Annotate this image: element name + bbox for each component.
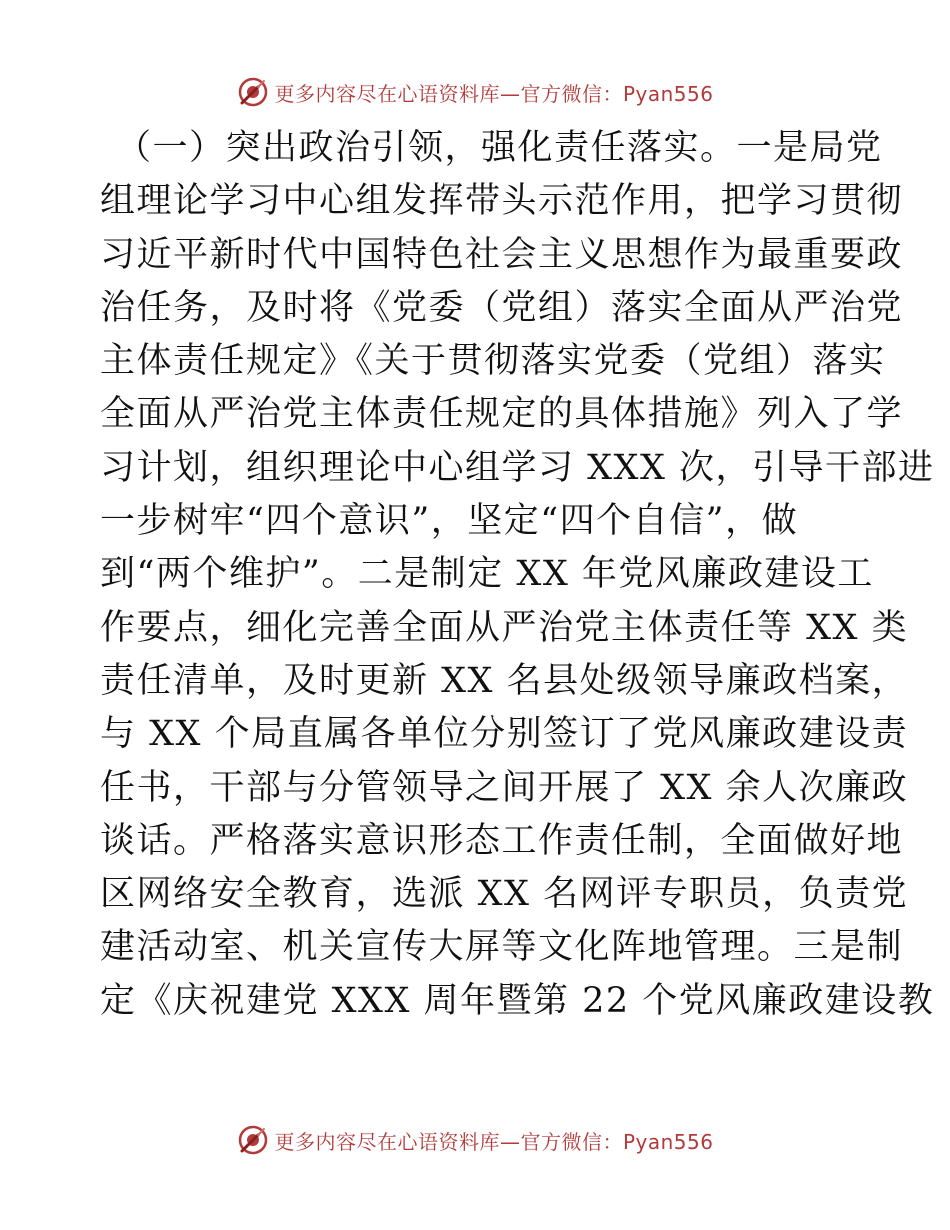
body-line: 作要点，细化完善全面从严治党主体责任等 XX 类 <box>100 607 909 648</box>
body-line: 习近平新时代中国特色社会主义思想作为最重要政 <box>100 234 904 275</box>
body-line: 治任务，及时将《党委（党组）落实全面从严治党 <box>100 287 904 328</box>
body-line: 建活动室、机关宣传大屏等文化阵地管理。三是制 <box>100 927 904 968</box>
brand-logo-icon <box>236 75 270 109</box>
body-line: 区网络安全教育，选派 XX 名网评专职员，负责党 <box>100 874 909 915</box>
body-line: 到“两个维护”。二是制定 XX 年党风廉政建设工 <box>100 554 874 595</box>
footer-watermark <box>0 1120 950 1160</box>
body-line: 组理论学习中心组发挥带头示范作用，把学习贯彻 <box>100 181 904 222</box>
body-line: 习计划，组织理论中心组学习 XXX 次，引导干部进 <box>100 447 935 488</box>
body-line: 任书，干部与分管领导之间开展了 XX 余人次廉政 <box>100 767 909 808</box>
body-line: 责任清单，及时更新 XX 名县处级领导廉政档案， <box>100 660 909 701</box>
body-line: 全面从严治党主体责任规定的具体措施》列入了学 <box>100 394 904 435</box>
header-watermark-text: 更多内容尽在心语资料库—官方微信：Pyan556 <box>274 81 714 106</box>
document-body <box>100 122 935 1028</box>
body-line: 与 XX 个局直属各单位分别签订了党风廉政建设责 <box>100 714 909 755</box>
body-line: 主体责任规定》《关于贯彻落实党委（党组）落实 <box>100 341 886 382</box>
footer-watermark-text: 更多内容尽在心语资料库—官方微信：Pyan556 <box>274 1129 714 1154</box>
body-line: （一）突出政治引领，强化责任落实。一是局党 <box>116 128 883 168</box>
body-line: 定《庆祝建党 XXX 周年暨第 22 个党风廉政建设教 <box>100 980 935 1021</box>
body-line: 谈话。严格落实意识形态工作责任制，全面做好地 <box>100 820 904 861</box>
brand-logo-icon <box>236 1123 270 1157</box>
header-watermark <box>0 72 950 112</box>
body-line: 一步树牢“四个意识”，坚定“四个自信”，做 <box>100 501 799 542</box>
